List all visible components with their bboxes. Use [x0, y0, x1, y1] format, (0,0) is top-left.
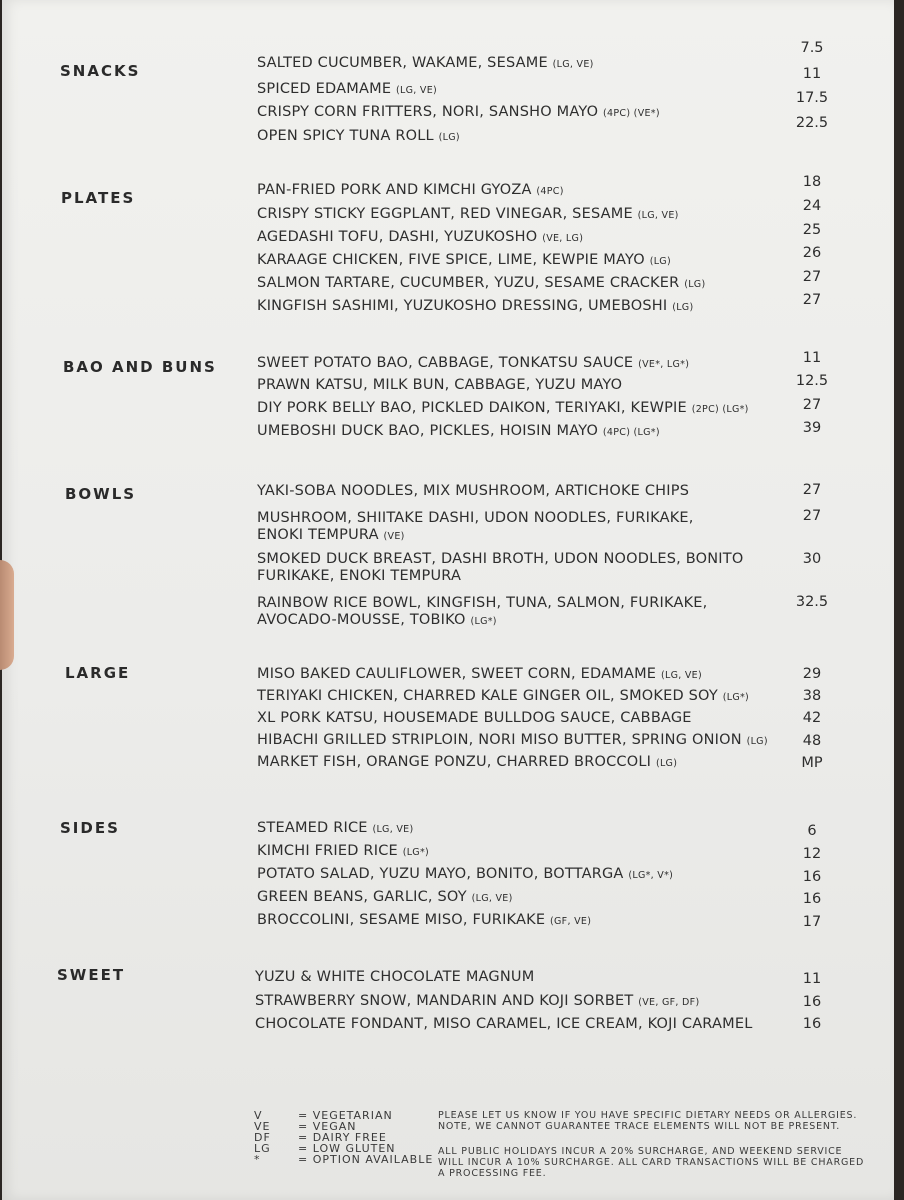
- menu-item: YAKI-SOBA NOODLES, MIX MUSHROOM, ARTICHOKE CHIPS: [257, 483, 690, 499]
- item-price: 17: [802, 914, 822, 930]
- item-price: 7.5: [800, 40, 824, 56]
- menu-item: TERIYAKI CHICKEN, CHARRED KALE GINGER OIL, SMOKED SOY (LG*): [257, 688, 750, 704]
- menu-item: GREEN BEANS, GARLIC, SOY (LG, VE): [257, 889, 513, 905]
- note-line: A PROCESSING FEE.: [438, 1168, 547, 1179]
- menu-item: YUZU & WHITE CHOCOLATE MAGNUM: [255, 969, 535, 985]
- item-price: 16: [802, 891, 822, 907]
- item-price: 11: [802, 66, 822, 82]
- menu-item: XL PORK KATSU, HOUSEMADE BULLDOG SAUCE, CABBAGE: [257, 710, 692, 726]
- section-title-sweet: SWEET: [57, 966, 126, 984]
- menu-page: [2, 0, 894, 1200]
- menu-item: AGEDASHI TOFU, DASHI, YUZUKOSHO (VE, LG): [257, 229, 584, 245]
- section-title-snacks: SNACKS: [60, 62, 141, 80]
- item-price: 48: [802, 733, 822, 749]
- menu-item: PRAWN KATSU, MILK BUN, CABBAGE, YUZU MAYO: [257, 377, 623, 393]
- item-price: 27: [802, 397, 822, 413]
- menu-item: RAINBOW RICE BOWL, KINGFISH, TUNA, SALMON, FURIKAKE, AVOCADO-MOUSSE, TOBIKO (LG*): [257, 595, 708, 628]
- note-line: PLEASE LET US KNOW IF YOU HAVE SPECIFIC DIETARY NEEDS OR ALLERGIES.: [438, 1110, 858, 1121]
- item-price: 11: [802, 971, 822, 987]
- item-price: 18: [802, 174, 822, 190]
- item-price: 27: [802, 482, 822, 498]
- item-price: 17.5: [795, 90, 829, 106]
- item-price: 6: [807, 823, 817, 839]
- section-title-sides: SIDES: [60, 819, 120, 837]
- menu-item: STRAWBERRY SNOW, MANDARIN AND KOJI SORBET (VE, GF, DF): [255, 993, 700, 1009]
- menu-item: SALMON TARTARE, CUCUMBER, YUZU, SESAME CRACKER (LG): [257, 275, 706, 291]
- menu-item: DIY PORK BELLY BAO, PICKLED DAIKON, TERIYAKI, KEWPIE (2PC) (LG*): [257, 400, 749, 416]
- item-price: 42: [802, 710, 822, 726]
- menu-item: PAN-FRIED PORK AND KIMCHI GYOZA (4PC): [257, 182, 564, 198]
- item-price: 16: [802, 869, 822, 885]
- item-price: 27: [802, 269, 822, 285]
- note-line: ALL PUBLIC HOLIDAYS INCUR A 20% SURCHARGE, AND WEEKEND SERVICE: [438, 1146, 843, 1157]
- legend-row: VE = VEGAN: [254, 1120, 357, 1133]
- item-price: 29: [802, 666, 822, 682]
- item-price: 32.5: [795, 594, 829, 610]
- legend-row: LG = LOW GLUTEN: [254, 1142, 396, 1155]
- menu-item: CHOCOLATE FONDANT, MISO CARAMEL, ICE CREAM, KOJI CARAMEL: [255, 1016, 753, 1032]
- item-price: 16: [802, 1016, 822, 1032]
- menu-item: MARKET FISH, ORANGE PONZU, CHARRED BROCCOLI (LG): [257, 754, 678, 770]
- item-price: 22.5: [795, 115, 829, 131]
- hand-finger: [0, 560, 14, 670]
- item-price: 24: [802, 198, 822, 214]
- item-price: 39: [802, 420, 822, 436]
- section-title-plates: PLATES: [61, 189, 136, 207]
- item-price: 12.5: [795, 373, 829, 389]
- item-price: 30: [802, 551, 822, 567]
- menu-item: STEAMED RICE (LG, VE): [257, 820, 414, 836]
- item-price: 25: [802, 222, 822, 238]
- section-title-bowls: BOWLS: [65, 485, 137, 503]
- dietary-note: [438, 1110, 868, 1132]
- section-title-large: LARGE: [65, 664, 131, 682]
- menu-item: BROCCOLINI, SESAME MISO, FURIKAKE (GF, VE): [257, 912, 592, 928]
- dietary-legend: [254, 1110, 433, 1165]
- menu-item: POTATO SALAD, YUZU MAYO, BONITO, BOTTARGA (LG*, V*): [257, 866, 674, 882]
- note-line: NOTE, WE CANNOT GUARANTEE TRACE ELEMENTS WILL NOT BE PRESENT.: [438, 1121, 841, 1132]
- menu-item: CRISPY CORN FRITTERS, NORI, SANSHO MAYO (4PC) (VE*): [257, 104, 660, 120]
- menu-item: MISO BAKED CAULIFLOWER, SWEET CORN, EDAMAME (LG, VE): [257, 666, 702, 682]
- menu-item: SWEET POTATO BAO, CABBAGE, TONKATSU SAUCE (VE*, LG*): [257, 355, 690, 371]
- menu-item: KINGFISH SASHIMI, YUZUKOSHO DRESSING, UMEBOSHI (LG): [257, 298, 694, 314]
- item-price: 26: [802, 245, 822, 261]
- item-price: 38: [802, 688, 822, 704]
- menu-item: SALTED CUCUMBER, WAKAME, SESAME (LG, VE): [257, 55, 594, 71]
- legend-row: DF = DAIRY FREE: [254, 1131, 387, 1144]
- menu-item: MUSHROOM, SHIITAKE DASHI, UDON NOODLES, FURIKAKE, ENOKI TEMPURA (VE): [257, 510, 694, 543]
- item-price: 12: [802, 846, 822, 862]
- menu-item: KIMCHI FRIED RICE (LG*): [257, 843, 430, 859]
- item-price: 16: [802, 994, 822, 1010]
- item-price: 27: [802, 292, 822, 308]
- legend-row: V = VEGETARIAN: [254, 1109, 393, 1122]
- menu-item: KARAAGE CHICKEN, FIVE SPICE, LIME, KEWPIE MAYO (LG): [257, 252, 671, 268]
- menu-item: SPICED EDAMAME (LG, VE): [257, 81, 438, 97]
- item-price: 11: [802, 350, 822, 366]
- menu-item: CRISPY STICKY EGGPLANT, RED VINEGAR, SESAME (LG, VE): [257, 206, 679, 222]
- item-price: 27: [802, 508, 822, 524]
- legend-row: * = OPTION AVAILABLE: [254, 1153, 434, 1166]
- menu-item: HIBACHI GRILLED STRIPLOIN, NORI MISO BUTTER, SPRING ONION (LG): [257, 732, 768, 748]
- menu-item: OPEN SPICY TUNA ROLL (LG): [257, 128, 460, 144]
- menu-item: SMOKED DUCK BREAST, DASHI BROTH, UDON NOODLES, BONITO FURIKAKE, ENOKI TEMPURA: [257, 551, 744, 584]
- section-title-bao-and-buns: BAO AND BUNS: [63, 358, 217, 376]
- note-line: WILL INCUR A 10% SURCHARGE. ALL CARD TRANSACTIONS WILL BE CHARGED: [438, 1157, 865, 1168]
- menu-item: UMEBOSHI DUCK BAO, PICKLES, HOISIN MAYO (4PC) (LG*): [257, 423, 660, 439]
- item-price: MP: [801, 755, 823, 771]
- surcharge-note: [438, 1146, 868, 1179]
